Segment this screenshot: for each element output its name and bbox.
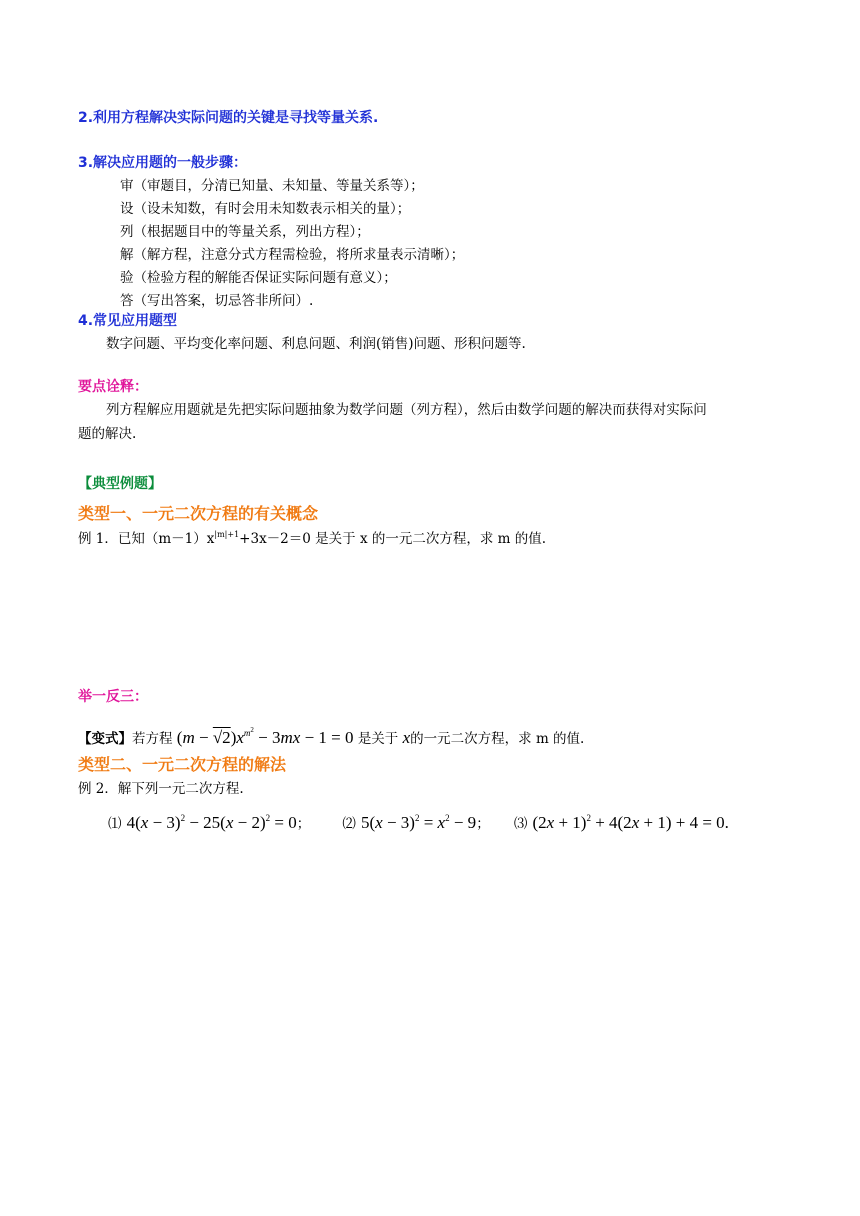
eq-2-label: ⑵ <box>342 816 356 832</box>
example-1-suffix: +3x－2＝0 是关于 x 的一元二次方程，求 m 的值. <box>239 531 547 547</box>
variant-problem <box>78 716 584 753</box>
point-4-text: 数字问题、平均变化率问题、利息问题、利润(销售)问题、形积问题等. <box>106 336 526 352</box>
example-2-equations: ⑴ $4(x - 3)^2 - 25(x - 2)^2 = 0$； ⑵ $5(x - 3)^2 = x^2 - 9$； ⑶ $(2x + 1)^2 + 4(2x + 1) + 4 = 0$. <box>108 813 729 832</box>
point-4-heading: 4.常见应用题型 <box>78 313 178 329</box>
type-1-heading: 类型一、一元二次方程的有关概念 <box>78 504 319 523</box>
notes-line-1: 列方程解应用题就是先把实际问题抽象为数学问题（列方程），然后由数学问题的解决而获得对实际问 <box>106 402 707 418</box>
variant-suffix-b: 的一元二次方程，求 m 的值. <box>410 731 585 747</box>
step-desc: （解方程，注意分式方程需检验，将所求量表示清晰）； <box>133 247 465 263</box>
step-shen <box>120 174 424 194</box>
step-da <box>120 289 313 309</box>
example-1-prefix: 例 1．已知（m－1）x <box>78 531 215 547</box>
step-yan <box>120 266 397 286</box>
notes-line-2: 题的解决. <box>78 426 137 442</box>
step-char: 答 <box>120 293 134 309</box>
eq-1-label: ⑴ <box>108 816 122 832</box>
step-char: 审 <box>120 178 134 194</box>
step-desc: （检验方程的解能否保证实际问题有意义）； <box>133 270 397 286</box>
eq-3-label: ⑶ <box>513 816 528 832</box>
step-char: 列 <box>120 224 134 240</box>
step-desc: （审题目，分清已知量、未知量、等量关系等）； <box>133 178 424 194</box>
example-1-exponent: |m|+1 <box>214 530 240 539</box>
step-char: 设 <box>120 201 134 217</box>
variant-suffix-a: 是关于 <box>357 731 399 747</box>
type-2-heading: 类型二、一元二次方程的解法 <box>78 755 287 774</box>
notes-heading: 要点诠释： <box>78 379 148 395</box>
step-char: 验 <box>120 270 134 286</box>
point-3-heading: 3.解决应用题的一般步骤： <box>78 155 248 171</box>
examples-heading: 【典型例题】 <box>78 476 162 492</box>
eq-1: $4(x - 3)^2 - 25(x - 2)^2 = 0$ <box>126 813 297 832</box>
variant-prefix: 若方程 <box>132 731 173 747</box>
step-char: 解 <box>120 247 134 263</box>
variant-label: 【变式】 <box>78 731 132 747</box>
step-desc: （设未知数，有时会用未知数表示相关的量）； <box>133 201 411 217</box>
step-desc: （写出答案，切忌答非所问）. <box>133 293 314 309</box>
example-1 <box>78 527 546 547</box>
point-2-heading: 2.利用方程解决实际问题的关键是寻找等量关系. <box>78 110 379 126</box>
practice-heading: 举一反三： <box>78 689 148 705</box>
eq-2: $5(x - 3)^2 = x^2 - 9$ <box>360 813 477 832</box>
example-2: 例 2．解下列一元二次方程. <box>78 781 244 797</box>
variant-equation: $(m - √2)x^{m^2} - 3mx - 1 = 0$ <box>176 726 354 747</box>
step-she <box>120 197 410 217</box>
variant-variable: x <box>402 728 411 747</box>
eq-3: $(2x + 1)^2 + 4(2x + 1) + 4 = 0$ <box>532 813 725 832</box>
step-lie <box>120 220 370 240</box>
step-desc: （根据题目中的等量关系，列出方程）； <box>133 224 370 240</box>
step-jie <box>120 243 464 263</box>
